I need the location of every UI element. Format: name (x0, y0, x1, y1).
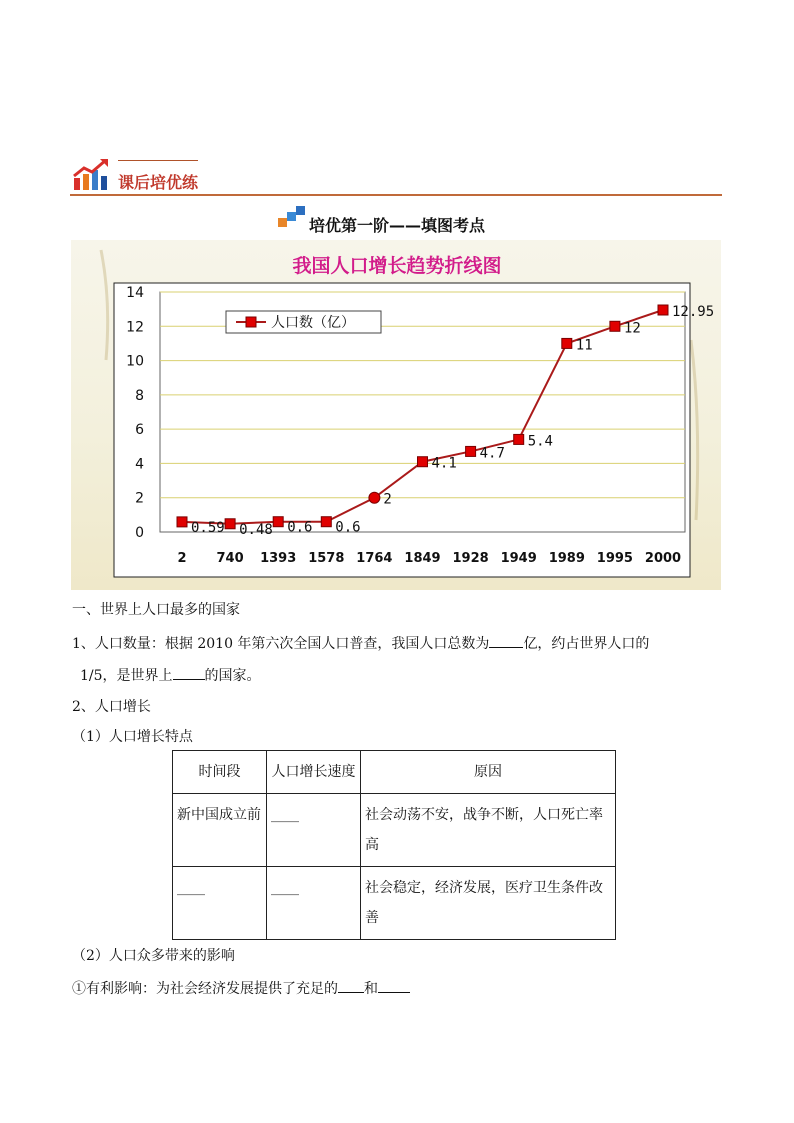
x-tick-label: 1764 (356, 551, 393, 566)
x-tick-label: 1989 (548, 551, 585, 566)
data-point (562, 338, 572, 348)
y-tick-label: 2 (135, 490, 144, 507)
data-point (514, 434, 524, 444)
data-label: 11 (575, 337, 593, 354)
y-tick-label: 14 (126, 285, 144, 301)
benefit-text-b: 和 (364, 981, 378, 997)
q1-text-d: 的国家。 (204, 668, 261, 684)
legend-marker-swatch (246, 317, 256, 327)
question-benefit (72, 978, 410, 999)
data-label: 0.6 (335, 519, 361, 536)
y-tick-label: 6 (135, 422, 144, 439)
legend (226, 311, 381, 333)
x-tick-label: 1928 (452, 551, 489, 566)
subheading-features: （1）人口增长特点 (72, 729, 193, 745)
q1-text-b: 亿，约占世界人口的 (523, 636, 650, 652)
data-point (369, 492, 380, 503)
y-tick-label: 8 (135, 387, 144, 404)
table-header-cell: 时间段 (173, 751, 267, 794)
header-accent-line (118, 160, 198, 161)
growth-table (172, 750, 616, 940)
y-tick-label: 12 (126, 319, 144, 336)
table-header-row (173, 751, 616, 794)
section-title: 课后培优练 (118, 173, 199, 192)
table-cell: 社会动荡不安，战争不断，人口死亡率高 (361, 794, 616, 867)
data-point (466, 446, 476, 456)
table-cell-blank[interactable]: ____ (173, 867, 267, 940)
data-label: 4.1 (431, 455, 457, 472)
data-label: 2 (383, 491, 392, 508)
legend-label: 人口数（亿） (271, 315, 355, 331)
table-row (173, 867, 616, 940)
subsection-title: 培优第一阶——填图考点 (308, 216, 485, 235)
data-label: 0.48 (239, 521, 273, 538)
data-label: 12 (623, 320, 641, 337)
x-tick-label: 1995 (596, 551, 633, 566)
table-row (173, 794, 616, 867)
data-label: 0.59 (191, 519, 225, 536)
data-label: 5.4 (527, 433, 553, 450)
answer-blank-rank[interactable] (173, 665, 205, 680)
x-tick-label: 2 (177, 551, 187, 566)
table-cell-blank[interactable]: ____ (267, 794, 361, 867)
x-tick-label: 1578 (308, 551, 345, 566)
chart-title: 我国人口增长趋势折线图 (292, 255, 502, 277)
y-tick-label: 10 (126, 353, 144, 370)
data-label: 12.95 (672, 304, 715, 320)
table-cell: 社会稳定，经济发展，医疗卫生条件改善 (361, 867, 616, 940)
heading-most-populous: 一、世界上人口最多的国家 (72, 602, 240, 618)
question-population (72, 633, 649, 654)
x-tick-label: 1949 (500, 551, 537, 566)
data-point (610, 321, 620, 331)
q1-text-a: 1、人口数量：根据 2010 年第六次全国人口普查，我国人口总数为 (72, 636, 490, 652)
data-point (225, 519, 235, 529)
q1-text-c: 1/5，是世界上 (80, 668, 173, 684)
benefit-text-a: ①有利影响：为社会经济发展提供了充足的 (72, 981, 338, 997)
table-header-cell: 人口增长速度 (267, 751, 361, 794)
population-line-chart (71, 240, 721, 590)
subheading-impact: （2）人口众多带来的影响 (72, 948, 235, 964)
data-point (273, 517, 283, 527)
data-label: 4.7 (479, 445, 505, 462)
answer-blank-labor[interactable] (338, 978, 364, 993)
question-population-cont (80, 665, 261, 686)
data-point (658, 305, 668, 315)
data-point (177, 517, 187, 527)
table-header-cell: 原因 (361, 751, 616, 794)
table-cell: 新中国成立前 (173, 794, 267, 867)
y-tick-label: 4 (135, 456, 144, 473)
answer-blank-total[interactable] (489, 633, 523, 648)
answer-blank-market[interactable] (378, 978, 410, 993)
x-tick-label: 1849 (404, 551, 441, 566)
header-divider (70, 194, 722, 196)
data-point (418, 457, 428, 467)
x-tick-label: 2000 (644, 551, 682, 566)
data-point (321, 517, 331, 527)
x-tick-label: 1393 (260, 551, 297, 566)
x-tick-label: 740 (216, 551, 244, 566)
heading-growth: 2、人口增长 (72, 699, 151, 715)
chart-growth-logo-icon (72, 158, 112, 192)
y-tick-label: 0 (135, 525, 144, 541)
table-cell-blank[interactable]: ____ (267, 867, 361, 940)
data-label: 0.6 (287, 519, 313, 536)
